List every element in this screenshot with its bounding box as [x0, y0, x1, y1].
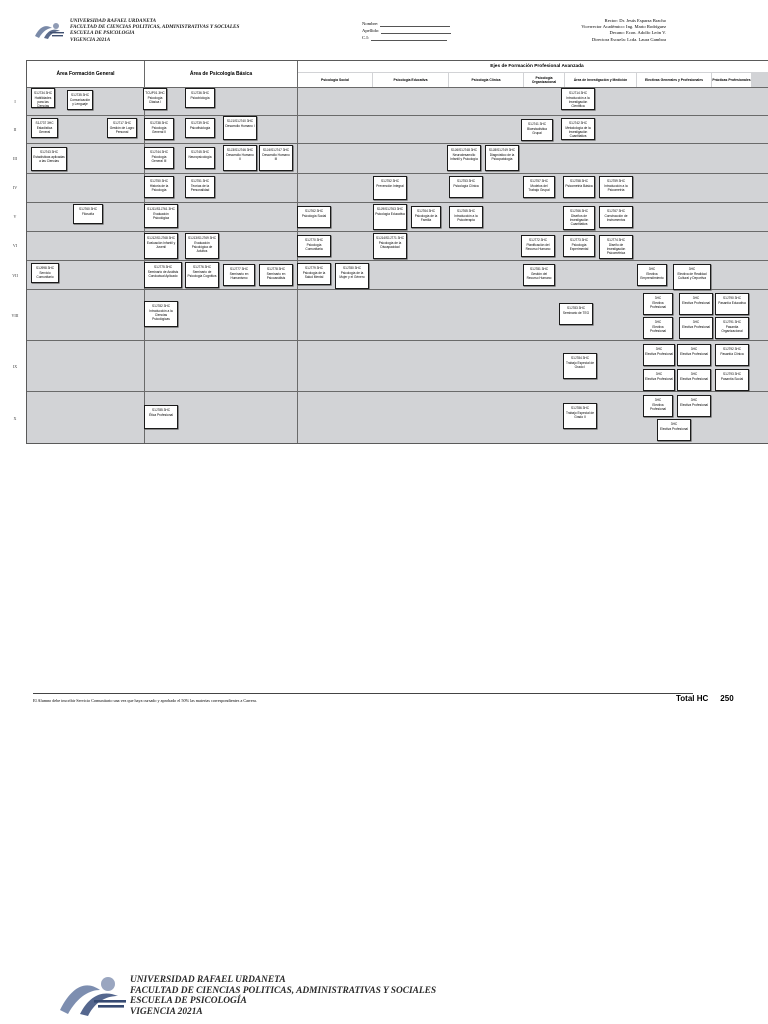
course-code: S1J9/S1J763 3HC: [376, 206, 404, 211]
total-label: Total HC: [676, 694, 709, 703]
course-code: S1J12/S1J768 3HC: [147, 235, 175, 240]
course-box[interactable]: [373, 176, 407, 200]
course-code: S1J734 3HC: [33, 90, 53, 95]
course-code: 3HC: [670, 421, 678, 426]
course-box[interactable]: [297, 235, 331, 257]
course-name: Electiva Profesional: [680, 352, 708, 356]
vice-rector: Vicerrector Académico: Ing. Mario Rodríguez: [581, 24, 666, 30]
course-name: Diseño de Investigación Psicométrica: [606, 243, 626, 255]
course-code: S1J770 3HC: [304, 237, 324, 242]
course-box[interactable]: [679, 293, 713, 315]
course-box[interactable]: [411, 206, 441, 228]
course-box[interactable]: [563, 353, 597, 379]
course-box[interactable]: [107, 118, 137, 138]
course-box[interactable]: [223, 264, 255, 286]
eje-electivas: Electivas Generales y Profesionales: [637, 73, 711, 87]
course-box[interactable]: [373, 204, 407, 230]
course-name: Trabajo Especial de Grado II: [565, 411, 595, 419]
course-box[interactable]: [223, 145, 257, 171]
course-name: Psicología de la Salud Mental: [302, 271, 326, 279]
course-code: S1J757 3HC: [529, 178, 549, 183]
course-code: S1J791 3HC: [722, 319, 742, 324]
course-box[interactable]: [637, 264, 667, 286]
course-box[interactable]: [143, 88, 167, 110]
course-box[interactable]: [643, 317, 673, 339]
course-name: Introducción a la Psicoterapia: [454, 214, 478, 222]
course-box[interactable]: [259, 145, 293, 171]
course-box[interactable]: [715, 317, 749, 339]
course-code: 3HC: [655, 346, 663, 351]
course-name: Pasantía Educativa: [718, 301, 746, 305]
semester-label: III: [13, 156, 17, 161]
course-code: S1J4/S1J747 3HC: [262, 147, 290, 152]
course-name: Modelos del Trabajo Grupal: [528, 184, 550, 192]
course-name: Desarrollo Humano I: [225, 124, 255, 128]
course-name: Neuropsicología: [188, 155, 212, 159]
course-box[interactable]: [563, 176, 595, 198]
course-code: S1J750 3HC: [149, 178, 169, 183]
semester-label: VII: [12, 273, 18, 278]
course-box[interactable]: [144, 118, 174, 140]
course-name: Gestión del Recurso Humano: [526, 272, 552, 280]
course-code: S1J753 3HC: [456, 178, 476, 183]
eje-practicas: Prácticas Profesionales: [712, 73, 751, 87]
course-code: S1J773 3HC: [569, 237, 589, 242]
course-code: TCUP01 3HC: [145, 90, 165, 95]
course-box[interactable]: [449, 176, 483, 198]
course-name: Psicología de la Discapacidad: [378, 241, 402, 249]
semester-label: VI: [12, 243, 18, 248]
course-box[interactable]: [144, 147, 174, 169]
course-code: 3HC: [690, 397, 698, 402]
course-box[interactable]: [185, 176, 215, 198]
course-box[interactable]: [485, 145, 519, 171]
course-code: S1J777 3HC: [229, 266, 249, 271]
course-code: S1J8/S1J749 3HC: [488, 147, 516, 152]
validity: VIGENCIA 2021A: [70, 36, 111, 43]
course-name: Filosofía: [81, 212, 95, 216]
course-name: Diseños de Investigación Cuantitativa: [569, 214, 589, 226]
course-name: Planificación del Recurso Humano: [525, 243, 551, 251]
course-code: S1J784 3HC: [570, 355, 590, 360]
banner-text: [130, 975, 436, 1017]
course-box[interactable]: [144, 204, 178, 228]
course-code: S1J767 3HC: [606, 208, 626, 213]
course-box[interactable]: [521, 235, 555, 257]
banner-faculty: FACULTAD DE CIENCIAS POLITICAS, ADMINISTRATIVAS Y SOCIALES: [130, 985, 437, 996]
course-name: Neurodesarrollo Infantil y Psicología: [450, 153, 478, 161]
footer-divider: [33, 693, 693, 694]
course-code: S1J743 3HC: [39, 149, 59, 154]
id-field[interactable]: [362, 34, 451, 41]
course-code: S1J772 3HC: [528, 237, 548, 242]
course-box[interactable]: [673, 264, 711, 290]
course-code: S1J783 3HC: [566, 305, 586, 310]
school-director: Directora Escuela: Lcda. Laura Gamboa: [591, 36, 666, 42]
course-box[interactable]: [144, 301, 178, 327]
course-box[interactable]: [185, 147, 215, 169]
course-name: Electiva Profesional: [682, 325, 710, 329]
course-name: Construcción de Instrumentos: [604, 214, 628, 222]
course-code: S1J780 3HC: [342, 265, 362, 270]
page-header: [0, 0, 768, 60]
course-box[interactable]: [447, 145, 481, 171]
course-code: S1J717 3HC: [112, 120, 132, 125]
course-box[interactable]: [599, 176, 633, 198]
course-name: Psicología Social: [301, 214, 327, 218]
course-code: S1J744 3HC: [149, 149, 169, 154]
course-name: Electiva Profesional: [660, 427, 688, 431]
course-name: Psicología Clásica I: [147, 96, 163, 104]
surname-label: Apellido:: [362, 28, 380, 33]
course-name: Electiva de Realidad Cultural y Deportiva: [677, 272, 707, 280]
name-label: Nombre:: [362, 21, 379, 26]
course-name: Electiva Emprendimiento: [640, 272, 664, 280]
university-name: UNIVERSIDAD RAFAEL URDANETA: [70, 18, 157, 24]
eje-social: Psicología Social: [298, 73, 372, 87]
dean: Decano: Econ. Adolfo León V.: [609, 30, 666, 36]
course-name: Bioestadística Grupal: [527, 127, 547, 135]
course-box[interactable]: [657, 419, 691, 441]
course-box[interactable]: [677, 369, 711, 391]
course-name: Seminario de Psicología Cognitiva: [187, 270, 217, 278]
course-name: Metodología de la Investigación Cuantitativa: [565, 126, 591, 138]
course-name: Psicología Experimental: [569, 243, 589, 251]
course-name: Estadística General: [36, 126, 53, 134]
university-logo-icon: [34, 20, 66, 42]
course-code: 3HC: [692, 295, 700, 300]
total-value: 250: [720, 694, 734, 703]
course-box[interactable]: [185, 118, 215, 138]
course-name: Prevención Integral: [376, 184, 404, 188]
course-box[interactable]: [144, 233, 178, 259]
id-label: C.I:: [362, 35, 370, 40]
ejes-header: Ejes de Formación Profesional Avanzada: [298, 61, 768, 72]
student-fields: [362, 20, 451, 41]
course-code: 3HC: [648, 266, 656, 271]
course-code: S1J13/S1J769 3HC: [188, 235, 216, 240]
semester-label: VIII: [11, 313, 19, 318]
course-name: Psicología General II: [151, 126, 167, 134]
course-name: Psicofisiología: [189, 126, 211, 130]
course-code: S1J998 3HC: [35, 265, 55, 270]
course-code: S1J790 3HC: [722, 295, 742, 300]
course-box[interactable]: [563, 235, 595, 257]
course-name: Electiva Profesional: [650, 325, 666, 333]
course-name: Estadísticas aplicadas a las Ciencias: [33, 155, 65, 163]
course-code: S1J11/S1J761 3HC: [147, 206, 175, 211]
course-code: S1J3/S1J746 3HC: [226, 147, 254, 152]
semester-label: IV: [12, 185, 18, 190]
course-code: S1J765 3HC: [456, 208, 476, 213]
course-box[interactable]: [677, 344, 711, 366]
course-box[interactable]: [31, 118, 58, 138]
eje-investigacion: Área de Investigación y Medición: [565, 73, 636, 87]
course-name: Electiva Profesional: [645, 377, 673, 381]
course-code: 3HC: [654, 295, 662, 300]
course-box[interactable]: [67, 90, 93, 110]
course-code: S1J737 3HC: [35, 120, 54, 125]
course-box[interactable]: [297, 263, 331, 285]
course-name: Seminario en Humanismo: [229, 272, 249, 280]
course-code: S1J779 3HC: [304, 265, 324, 270]
course-code: S1J776 3HC: [192, 264, 212, 269]
banner-validity: VIGENCIA 2021A: [130, 1006, 203, 1017]
course-code: S1J739 3HC: [190, 120, 210, 125]
curriculum-grid: [11, 60, 768, 444]
eje-organizacional: Psicología Organizacional: [524, 73, 564, 87]
course-code: S1J778 3HC: [266, 266, 286, 271]
semester-label: V: [13, 214, 17, 219]
course-box[interactable]: [144, 176, 174, 198]
course-name: Electiva Profesional: [650, 403, 666, 411]
course-name: Gestión de Logro Personal: [109, 126, 135, 134]
course-box[interactable]: [185, 233, 219, 259]
course-name: Evaluación Psicológica de Adultos: [191, 241, 213, 253]
rector: Rector: Dr. Jesús Esparza Bracho: [604, 18, 666, 23]
total-hours: [676, 694, 734, 703]
course-code: S1J741 3HC: [527, 121, 547, 126]
area-basica-header: Área de Psicología Básica: [145, 61, 297, 87]
course-name: Seminario de TEG: [562, 311, 590, 315]
school-name: ESCUELA DE PSICOLOGIA: [70, 30, 135, 37]
course-code: S1J736 3HC: [190, 90, 210, 95]
course-box[interactable]: [643, 395, 673, 417]
course-code: S1J792 3HC: [722, 346, 742, 351]
course-box[interactable]: [561, 88, 595, 110]
area-general-header: Área Formación General: [27, 61, 144, 87]
course-name: Psicología de la Familia: [414, 214, 438, 222]
course-name: Introducción a la Investigación Científica: [566, 96, 590, 108]
course-code: S1J766 3HC: [569, 208, 589, 213]
course-code: 3HC: [692, 319, 700, 324]
course-name: Electiva Profesional: [680, 377, 708, 381]
course-name: Pasantía Social: [720, 377, 744, 381]
course-name: Pasantía Clínica: [720, 352, 744, 356]
course-code: 3HC: [654, 319, 662, 324]
course-name: Habilidades para las Ciencias: [34, 96, 52, 108]
course-code: S1J781 3HC: [529, 266, 549, 271]
course-box[interactable]: [679, 317, 713, 339]
course-code: S1J738 3HC: [149, 120, 169, 125]
course-box[interactable]: [73, 204, 103, 224]
course-name: Introducción a la Psicometría: [604, 184, 628, 192]
course-box[interactable]: [561, 118, 595, 140]
course-code: S1J774 3HC: [606, 237, 626, 242]
course-name: Seminario de Análisis Conductual Aplicado: [147, 270, 179, 278]
course-code: 3HC: [688, 266, 696, 271]
course-name: Comunicación y Lenguaje: [69, 98, 91, 106]
faculty-name: FACULTAD DE CIENCIAS POLITICAS, ADMINISTRATIVAS Y SOCIALES: [70, 24, 240, 31]
course-name: Diagnóstico de la Psicopatología: [489, 153, 515, 161]
course-name: Psicología General III: [151, 155, 167, 163]
course-code: S1J751 3HC: [190, 178, 210, 183]
course-code: S1J758 3HC: [569, 178, 589, 183]
course-box[interactable]: [521, 119, 553, 141]
course-box[interactable]: [677, 395, 711, 417]
course-name: Psicobiología: [190, 96, 210, 100]
course-box[interactable]: [373, 233, 407, 259]
course-name: Pasantía Organizacional: [721, 325, 743, 333]
course-name: Psicología Educativa: [375, 212, 405, 216]
course-name: Desarrollo Humano II: [226, 153, 254, 161]
course-box[interactable]: [715, 344, 749, 366]
course-name: Electiva Profesional: [680, 403, 708, 407]
course-name: Servicio Comunitario: [36, 271, 54, 279]
course-box[interactable]: [144, 405, 178, 429]
course-box[interactable]: [185, 262, 219, 288]
course-name: Electiva Profesional: [682, 301, 710, 305]
course-name: Electiva Profesional: [650, 301, 666, 309]
course-box[interactable]: [643, 293, 673, 315]
course-code: 3HC: [690, 371, 698, 376]
course-code: S1J762 3HC: [304, 208, 324, 213]
course-name: Desarrollo Humano III: [262, 153, 290, 161]
course-name: Introducción a la Ciencias Psicológicas: [149, 309, 173, 321]
semester-label: IX: [12, 364, 18, 369]
course-code: S1J1/S1J740 3HC: [226, 118, 254, 123]
semester-label: II: [13, 127, 17, 132]
course-box[interactable]: [185, 88, 215, 108]
course-box[interactable]: [563, 403, 597, 429]
semester-label: I: [14, 99, 16, 104]
surname-field[interactable]: [362, 27, 451, 34]
course-name: Psicología Comunitaria: [305, 243, 323, 251]
course-code: S1J764 3HC: [416, 208, 436, 213]
course-box[interactable]: [599, 235, 633, 259]
course-code: S1J742 3HC: [568, 120, 588, 125]
course-name: Evaluación Infantil y Juvenil: [146, 241, 176, 249]
course-code: S1J775 3HC: [153, 264, 173, 269]
course-box[interactable]: [144, 262, 182, 288]
course-box[interactable]: [31, 147, 67, 171]
course-code: S1J785 3HC: [151, 407, 171, 412]
course-box[interactable]: [31, 88, 55, 108]
course-name: Evaluación Psicológica: [152, 212, 170, 220]
course-code: S1J6/S1J748 3HC: [450, 147, 478, 152]
course-box[interactable]: [715, 369, 749, 391]
course-name: Seminario en Psicoanálisis: [266, 272, 286, 280]
course-name: Historia de la Psicología: [149, 184, 169, 192]
course-box[interactable]: [559, 303, 593, 325]
course-code: 3HC: [690, 346, 698, 351]
course-code: S1J782 3HC: [151, 303, 171, 308]
course-code: 3HC: [655, 371, 663, 376]
authorities-block: [581, 18, 666, 43]
course-box[interactable]: [449, 206, 483, 228]
banner-logo-icon: [58, 970, 130, 1020]
course-box[interactable]: [335, 263, 369, 289]
course-box[interactable]: [715, 293, 749, 315]
banner-school: ESCUELA DE PSICOLOGÍA: [130, 996, 247, 1007]
course-name: Psicología de la Mujer y el Género: [339, 271, 365, 279]
course-box[interactable]: [259, 264, 293, 286]
course-box[interactable]: [643, 369, 675, 391]
course-code: S1J752 3HC: [380, 178, 400, 183]
course-code: S1J14/S1J771 3HC: [376, 235, 404, 240]
course-name: Teorías de la Personalidad: [190, 184, 210, 192]
course-code: S1J760 3HC: [78, 206, 98, 211]
course-name: Psicometría Básica: [565, 184, 593, 188]
eje-clinica: Psicología Clínica: [449, 73, 523, 87]
course-box[interactable]: [31, 263, 59, 283]
course-box[interactable]: [297, 206, 331, 228]
course-code: S1J786 3HC: [570, 405, 590, 410]
service-note: El Alumno debe inscribir Servicio Comunitario una vez que haya cursado y aprobado el 50% las materias correspondientes a Carrera.: [33, 698, 257, 703]
university-name-block: [70, 18, 239, 43]
course-name: Electiva Profesional: [645, 352, 673, 356]
course-box[interactable]: [223, 116, 257, 140]
course-name: Trabajo Especial de Grado I: [565, 361, 595, 369]
name-field[interactable]: [362, 20, 451, 27]
course-box[interactable]: [523, 176, 555, 198]
banner-university: UNIVERSIDAD RAFAEL URDANETA: [130, 975, 286, 985]
course-box[interactable]: [599, 206, 633, 228]
course-code: S1J735 3HC: [70, 92, 90, 97]
course-box[interactable]: [643, 344, 675, 366]
eje-educativa: Psicología Educativa: [373, 73, 448, 87]
course-code: S1J759 3HC: [606, 178, 626, 183]
course-code: S1J714 3HC: [568, 90, 588, 95]
course-name: Ética Profesional: [149, 413, 173, 417]
course-code: 3HC: [654, 397, 662, 402]
course-name: Psicología Clínica: [453, 184, 479, 188]
course-box[interactable]: [563, 206, 595, 230]
semester-label: X: [13, 416, 17, 421]
course-code: S1J745 3HC: [190, 149, 210, 154]
course-code: S1J793 3HC: [722, 371, 742, 376]
course-box[interactable]: [523, 264, 555, 286]
